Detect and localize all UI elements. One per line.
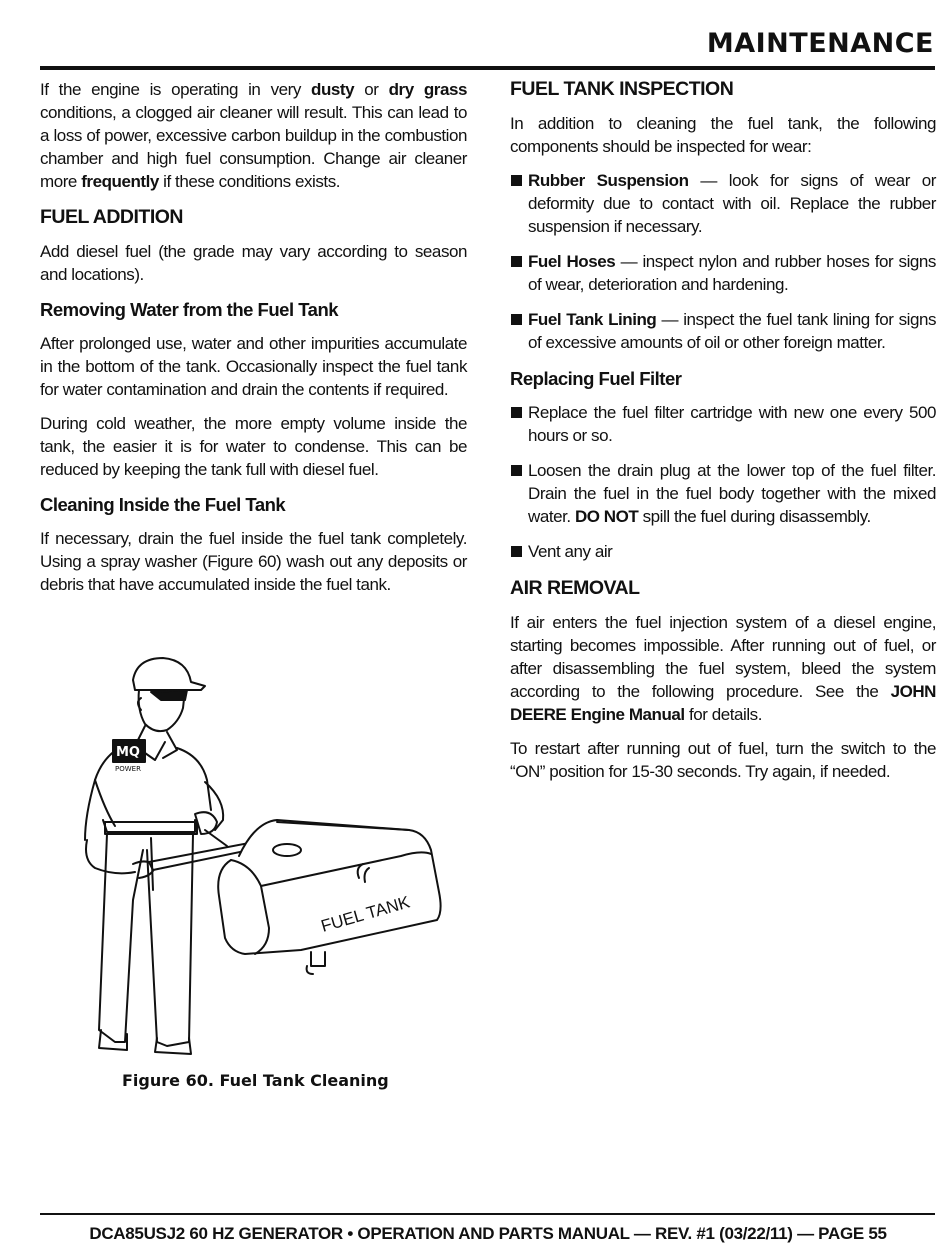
list-item: [510, 459, 936, 528]
air-removal-heading: AIR REMOVAL: [510, 577, 640, 599]
inspection-intro: In addition to cleaning the fuel tank, the following components should be inspected for wear:: [510, 114, 936, 156]
figure-caption: Figure 60. Fuel Tank Cleaning: [122, 1071, 389, 1090]
bullet-square-icon: [511, 175, 522, 186]
list-item-text: spill the fuel during disassembly.: [638, 507, 871, 526]
page-footer: DCA85USJ2 60 HZ GENERATOR • OPERATION AND PARTS MANUAL — REV. #1 (03/22/11) — PAGE 55: [89, 1224, 887, 1243]
list-item-text: — look for signs of wear or deformity due to contact with oil. Replace the rubber suspension if necessary.: [528, 171, 936, 236]
bullet-square-icon: [511, 407, 522, 418]
inspection-list: [510, 169, 936, 354]
right-column: [510, 78, 936, 794]
cleaning-heading: Cleaning Inside the Fuel Tank: [40, 494, 286, 515]
air-removal-paragraph-1: [510, 611, 936, 726]
list-item-text: Loosen the drain plug at the lower top of the fuel filter. Drain the fuel in the fuel body together with the mixed water.: [528, 461, 936, 526]
list-item-term: Rubber Suspension: [528, 171, 689, 190]
intro-bold-dry-grass: dry grass: [388, 80, 467, 99]
list-item-text: — inspect nylon and rubber hoses for signs of wear, deterioration and hardening.: [528, 252, 936, 294]
intro-text-2: or: [354, 80, 389, 99]
top-rule: [40, 66, 935, 70]
list-item: [510, 540, 936, 563]
bottom-rule: [40, 1213, 935, 1215]
fuel-addition-heading: FUEL ADDITION: [40, 206, 183, 228]
filter-heading: Replacing Fuel Filter: [510, 368, 682, 389]
mq-logo-sub: POWER: [115, 765, 141, 773]
mq-logo: MQ: [116, 745, 140, 760]
list-item-term: Fuel Tank Lining: [528, 310, 657, 329]
cleaning-paragraph: If necessary, drain the fuel inside the fuel tank completely. Using a spray washer (Figure 60) wash out any deposits or debris that have accumulated inside the fuel tank.: [40, 529, 467, 594]
removing-water-heading: Removing Water from the Fuel Tank: [40, 299, 339, 320]
bullet-square-icon: [511, 256, 522, 267]
left-column: [40, 78, 467, 607]
intro-bold-dusty: dusty: [311, 80, 355, 99]
bullet-square-icon: [511, 546, 522, 557]
intro-text-3: conditions, a clogged air cleaner will result. This can lead to a loss of power, excessive carbon buildup in the combustion chamber and high fuel consumption. Change air cleaner more: [40, 103, 467, 191]
list-item: [510, 308, 936, 354]
removing-water-paragraph-1: After prolonged use, water and other impurities accumulate in the bottom of the tank. Occasionally inspect the fuel tank for water contamination and drain the contents if required.: [40, 334, 467, 399]
list-item-text: Replace the fuel filter cartridge with new one every 500 hours or so.: [528, 403, 936, 445]
intro-bold-frequently: frequently: [81, 172, 159, 191]
list-item: [510, 401, 936, 447]
intro-text-1: If the engine is operating in very: [40, 80, 312, 99]
removing-water-paragraph-2: During cold weather, the more empty volume inside the tank, the easier it is for water to condense. This can be reduced by keeping the tank full with diesel fuel.: [40, 414, 467, 479]
bullet-square-icon: [511, 314, 522, 325]
fuel-tank-label: FUEL TANK: [318, 892, 412, 936]
intro-paragraph: [40, 78, 467, 193]
do-not-bold: DO NOT: [574, 507, 639, 526]
inspection-heading: FUEL TANK INSPECTION: [510, 78, 734, 100]
list-item-term: Fuel Hoses: [528, 252, 616, 271]
list-item-text: — inspect the fuel tank lining for signs of excessive amounts of oil or other foreign matter.: [528, 310, 937, 352]
list-item: [510, 169, 936, 238]
list-item-text: Vent any air: [528, 542, 613, 561]
john-deere-manual-bold: JOHN DEERE Engine Manual: [510, 682, 936, 724]
filter-list: [510, 401, 936, 563]
fuel-tank-cleaning-illustration: [55, 650, 455, 1060]
section-title: MAINTENANCE: [706, 28, 934, 59]
list-item: [510, 250, 936, 296]
air-removal-paragraph-2: To restart after running out of fuel, turn the switch to the “ON” position for 15-30 seconds. Try again, if needed.: [510, 739, 936, 781]
bullet-square-icon: [511, 465, 522, 476]
fuel-addition-text: Add diesel fuel (the grade may vary according to season and locations).: [40, 242, 467, 284]
air-text-2: for details.: [684, 705, 763, 724]
intro-text-4: if these conditions exists.: [158, 172, 341, 191]
air-text-1: If air enters the fuel injection system of a diesel engine, starting becomes impossible. After running out of fuel, or after disassembling the fuel system, bleed the system according to the following procedure. See the: [510, 613, 936, 701]
